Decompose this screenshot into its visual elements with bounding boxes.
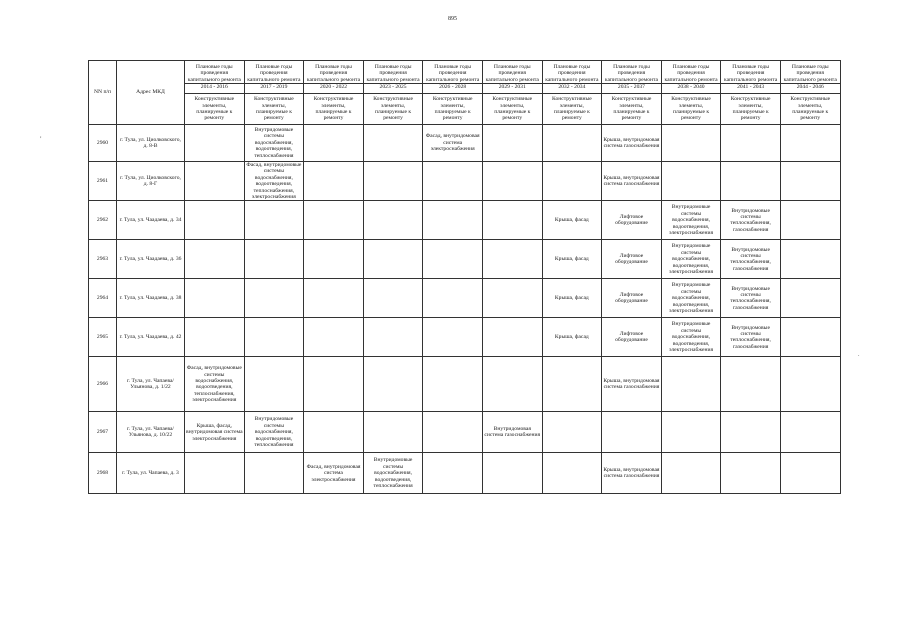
row-address: г. Тула, ул. Чаадаева, д. 38 [117,279,185,318]
repair-cell [244,201,304,240]
row-number: 2964 [89,279,117,318]
column-header-number: NN п/п [89,61,117,125]
column-header-period [482,61,542,94]
repair-cell [244,279,304,318]
period-label: Плановые годы проведения капитального ремонта [426,63,480,83]
repair-elements-text: Внутридомовые системы теплоснабжения, газоснабжения [730,285,771,311]
repair-cell [602,453,662,494]
repair-cell [185,453,245,494]
repair-cell [721,453,781,494]
repair-cell [542,318,602,357]
repair-cell [602,125,662,162]
repair-cell [602,412,662,453]
row-number: 2967 [89,412,117,453]
repair-cell [363,201,423,240]
row-address: г. Тула, ул. Чаадаева, д. 34 [117,201,185,240]
repair-cell [363,125,423,162]
header-row-elements [89,94,841,125]
column-header-elements: Конструктивные элементы, планируемые к ремонту [423,94,483,125]
repair-cell [721,412,781,453]
repair-elements-text: Внутридомовые системы водоснабжения, водоотведения, теплоснабжения [373,457,413,490]
column-header-elements: Конструктивные элементы, планируемые к ремонту [244,94,304,125]
repair-cell [661,125,721,162]
repair-cell [244,162,304,201]
scan-mark: . [858,352,860,358]
repair-elements-text: Внутридомовые системы водоснабжения, водоотведения, электроснабжения [669,204,714,237]
repair-cell [482,453,542,494]
row-number: 2960 [89,125,117,162]
repair-cell [363,357,423,412]
repair-cell [542,125,602,162]
period-range: 2026 - 2028 [423,83,482,90]
period-range: 2032 - 2034 [543,83,602,90]
row-address: г. Тула, ул. Чаадаева, д. 42 [117,318,185,357]
repair-elements-text: Внутридомовые системы водоснабжения, водоотведения, теплоснабжения [254,416,294,449]
repair-elements-text: Фасад, внутридомовые системы водоснабжения, водоотведения, теплоснабжения, электроснабжения [186,365,242,404]
column-header-period [661,61,721,94]
period-range: 2014 - 2016 [185,83,244,90]
repair-cell [363,240,423,279]
repair-cell [185,240,245,279]
repair-cell [721,357,781,412]
header-row-periods [89,61,841,94]
table-row [89,240,841,279]
column-header-elements: Конструктивные элементы, планируемые к ремонту [482,94,542,125]
repair-elements-text: Внутридомовые системы водоснабжения, водоотведения, теплоснабжения [254,126,294,159]
repair-cell [661,412,721,453]
repair-elements-text: Крыша, фасад [554,256,589,263]
repair-cell [661,453,721,494]
repair-cell [482,318,542,357]
repair-elements-text: Внутридомовые системы теплоснабжения, газоснабжения [730,246,771,272]
repair-cell [482,162,542,201]
repair-cell [304,453,364,494]
repair-elements-text: Лифтовое оборудование [615,331,648,344]
repair-cell [602,279,662,318]
period-range: 2020 - 2022 [304,83,363,90]
repair-cell [185,357,245,412]
table-row [89,201,841,240]
repair-schedule-table [88,60,841,494]
repair-cell [244,412,304,453]
repair-cell [661,318,721,357]
repair-cell [423,453,483,494]
repair-elements-text: Крыша, фасад [554,217,589,224]
period-label: Плановые годы проведения капитального ремонта [187,63,241,83]
repair-cell [423,318,483,357]
repair-cell [304,125,364,162]
row-number: 2965 [89,318,117,357]
repair-cell [542,412,602,453]
period-label: Плановые годы проведения капитального ремонта [306,63,361,83]
repair-cell [661,162,721,201]
repair-elements-text: Крыша, фасад [554,334,589,341]
repair-cell [721,125,781,162]
repair-cell [542,279,602,318]
repair-elements-text: Крыша, внутридомовая система газоснабжения [603,378,660,391]
repair-cell [721,318,781,357]
column-header-period [721,61,781,94]
repair-elements-text: Крыша, внутридомовая система газоснабжения [603,174,660,188]
repair-cell [244,240,304,279]
column-header-address: Адрес МКД [117,61,185,125]
table-row [89,279,841,318]
repair-elements-text: Фасад, внутридомовая система электроснабжения [425,133,480,153]
repair-elements-text: Внутридомовые системы теплоснабжения, газоснабжения [730,207,771,233]
repair-cell [423,125,483,162]
repair-cell [185,162,245,201]
repair-cell [780,125,840,162]
column-header-period [423,61,483,94]
row-address: г. Тула, ул. Чапаева/Ульянова, д. 10/22 [117,412,185,453]
column-header-elements: Конструктивные элементы, планируемые к ремонту [721,94,781,125]
repair-cell [482,125,542,162]
repair-elements-text: Крыша, фасад [554,295,589,302]
repair-cell [363,318,423,357]
repair-elements-text: Лифтовое оборудование [615,214,648,227]
table-row [89,162,841,201]
repair-cell [363,162,423,201]
repair-cell [721,201,781,240]
repair-cell [542,201,602,240]
repair-cell [304,318,364,357]
column-header-period [780,61,840,94]
repair-cell [780,357,840,412]
repair-cell [780,412,840,453]
repair-cell [721,279,781,318]
repair-cell [602,201,662,240]
repair-cell [185,318,245,357]
repair-cell [363,453,423,494]
repair-elements-text: Лифтовое оборудование [615,292,648,305]
repair-cell [482,357,542,412]
repair-elements-text: Внутридомовые системы водоснабжения, водоотведения, электроснабжения [669,282,714,315]
repair-cell [780,453,840,494]
column-header-period [602,61,662,94]
repair-cell [542,357,602,412]
period-range: 2029 - 2031 [483,83,542,90]
row-address: г. Тула, ул. Циолковского, д. 8-Г [117,162,185,201]
period-range: 2035 - 2037 [602,83,661,90]
period-label: Плановые годы проведения капитального ремонта [247,63,301,83]
repair-elements-text: Внутридомовая система газоснабжения [484,426,541,439]
row-number: 2968 [89,453,117,494]
repair-cell [363,412,423,453]
repair-cell [304,357,364,412]
repair-elements-text: Внутридомовые системы теплоснабжения, газоснабжения [730,324,771,350]
repair-cell [542,453,602,494]
repair-cell [244,357,304,412]
repair-cell [423,357,483,412]
table-row [89,318,841,357]
repair-cell [482,279,542,318]
repair-elements-text: Внутридомовые системы водоснабжения, водоотведения, электроснабжения [669,321,714,354]
column-header-elements: Конструктивные элементы, планируемые к ремонту [363,94,423,125]
repair-elements-text: Фасад, внутридомовые системы водоснабжения, водоотведения, теплоснабжения, электроснабжения [246,162,302,201]
repair-elements-text: Лифтовое оборудование [615,253,648,266]
row-address: г. Тула, ул. Чапаева/Ульянова, д. 1/22 [117,357,185,412]
repair-cell [542,162,602,201]
column-header-elements: Конструктивные элементы, планируемые к ремонту [602,94,662,125]
repair-elements-text: Внутридомовые системы водоснабжения, водоотведения, электроснабжения [669,243,714,276]
repair-cell [423,162,483,201]
table-body [89,125,841,494]
repair-elements-text: Крыша, фасад, внутридомовая система электроснабжения [186,422,243,442]
repair-cell [661,279,721,318]
row-number: 2963 [89,240,117,279]
period-label: Плановые годы проведения капитального ремонта [604,63,659,83]
column-header-period [542,61,602,94]
table-row [89,357,841,412]
repair-cell [780,240,840,279]
column-header-period [363,61,423,94]
repair-cell [721,240,781,279]
table-row [89,125,841,162]
repair-elements-text: Крыша, внутридомовая система газоснабжения [603,136,660,149]
repair-cell [780,279,840,318]
row-number: 2962 [89,201,117,240]
column-header-elements: Конструктивные элементы, планируемые к ремонту [185,94,245,125]
repair-cell [304,201,364,240]
repair-cell [482,240,542,279]
row-number: 2961 [89,162,117,201]
column-header-period [185,61,245,94]
repair-cell [185,412,245,453]
period-label: Плановые годы проведения капитального ремонта [724,63,778,83]
period-range: 2041 - 2043 [721,83,780,90]
repair-elements-text: Фасад, внутридомовая система электроснабжения [306,463,361,483]
scan-mark: , [40,133,42,139]
repair-cell [482,412,542,453]
column-header-elements: Конструктивные элементы, планируемые к ремонту [661,94,721,125]
row-address: г. Тула, ул. Чапаева, д. 3 [117,453,185,494]
page-number: 895 [448,16,457,22]
column-header-elements: Конструктивные элементы, планируемые к ремонту [304,94,364,125]
repair-cell [304,240,364,279]
repair-cell [185,201,245,240]
repair-cell [661,357,721,412]
period-range: 2044 - 2046 [781,83,840,90]
repair-cell [304,412,364,453]
period-label: Плановые годы проведения капитального ремонта [783,63,837,83]
repair-cell [423,412,483,453]
period-label: Плановые годы проведения капитального ремонта [366,63,420,83]
period-range: 2038 - 2040 [662,83,721,90]
repair-cell [780,201,840,240]
repair-cell [363,279,423,318]
column-header-elements: Конструктивные элементы, планируемые к ремонту [542,94,602,125]
repair-cell [304,279,364,318]
repair-cell [244,125,304,162]
repair-cell [602,357,662,412]
repair-cell [780,162,840,201]
period-range: 2017 - 2019 [245,83,304,90]
repair-cell [304,162,364,201]
row-number: 2966 [89,357,117,412]
table-row [89,453,841,494]
repair-cell [423,201,483,240]
repair-cell [244,453,304,494]
repair-cell [780,318,840,357]
repair-cell [661,201,721,240]
repair-cell [661,240,721,279]
period-label: Плановые годы проведения капитального ремонта [485,63,539,83]
repair-cell [721,162,781,201]
column-header-period [304,61,364,94]
repair-cell [602,162,662,201]
repair-cell [423,240,483,279]
row-address: г. Тула, ул. Циолковского, д. 8-В [117,125,185,162]
repair-cell [423,279,483,318]
repair-cell [185,279,245,318]
repair-cell [244,318,304,357]
repair-elements-text: Крыша, внутридомовая система газоснабжения [603,467,660,480]
table-row [89,412,841,453]
period-label: Плановые годы проведения капитального ремонта [664,63,718,83]
repair-cell [482,201,542,240]
row-address: г. Тула, ул. Чаадаева, д. 36 [117,240,185,279]
column-header-period [244,61,304,94]
repair-cell [602,240,662,279]
repair-cell [602,318,662,357]
period-range: 2023 - 2025 [364,83,423,90]
repair-cell [542,240,602,279]
column-header-elements: Конструктивные элементы, планируемые к ремонту [780,94,840,125]
repair-cell [185,125,245,162]
period-label: Плановые годы проведения капитального ремонта [545,63,599,83]
